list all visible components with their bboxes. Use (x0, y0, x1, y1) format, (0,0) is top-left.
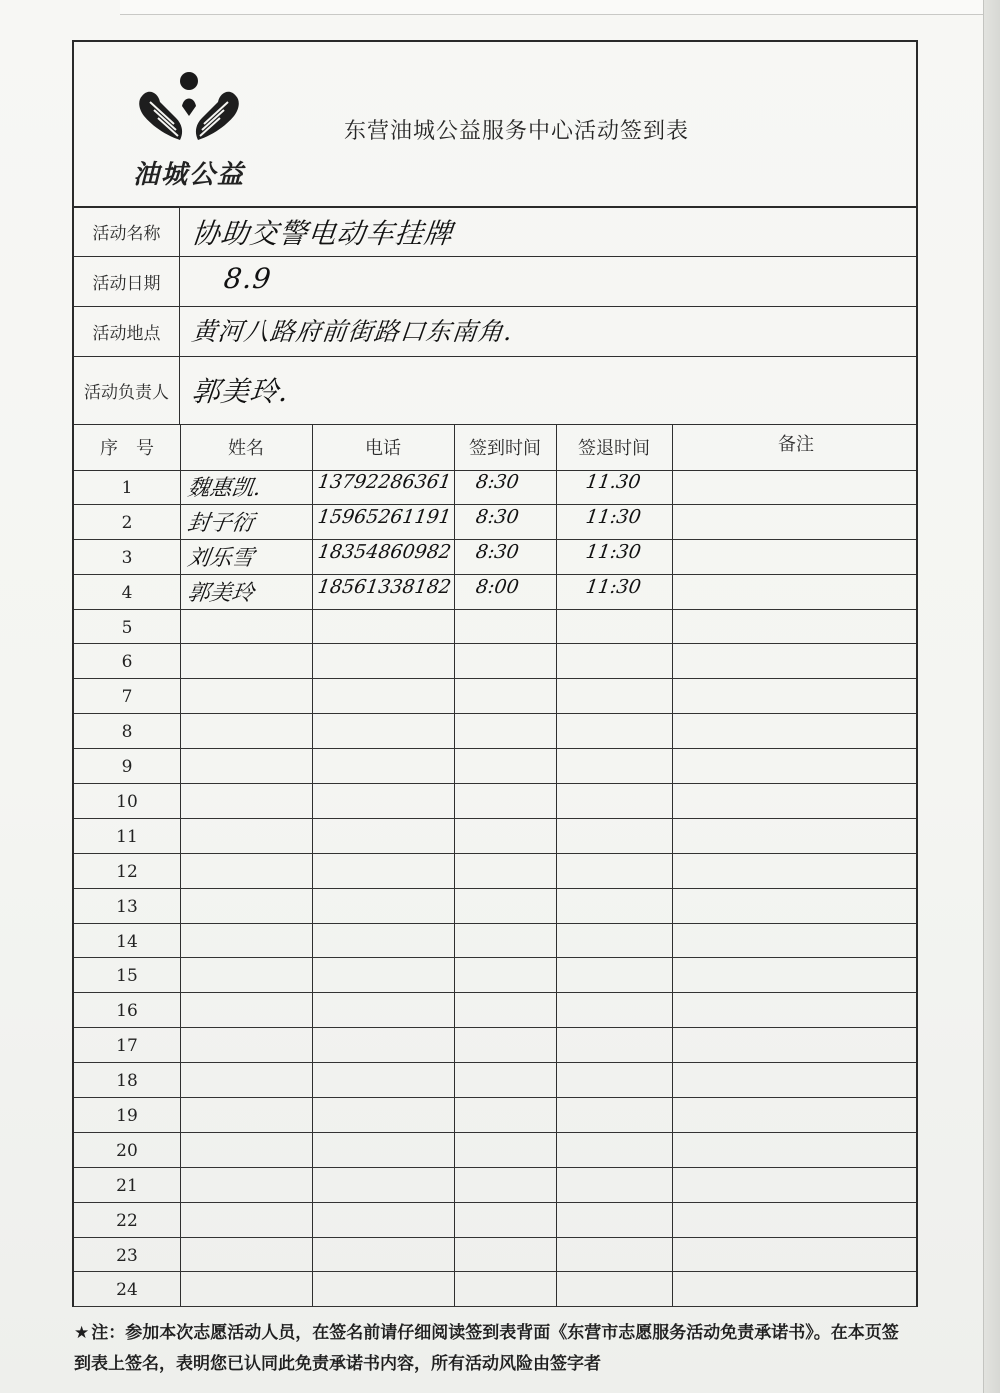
row-number: 23 (116, 1245, 138, 1266)
row-number: 16 (116, 1001, 138, 1022)
paper-edge-top (120, 0, 1000, 15)
row-number: 5 (121, 617, 133, 638)
cell-signin: 8:00 (474, 575, 521, 598)
table-row (74, 505, 916, 540)
row-number: 19 (116, 1106, 138, 1127)
info-value: 协助交警电动车挂牌 (190, 217, 455, 250)
cell-phone: 15965261191 (316, 505, 453, 528)
table-row (74, 470, 916, 505)
info-label: 活动地点 (74, 306, 180, 356)
row-number: 2 (121, 512, 133, 533)
column-header-signin: 签到时间 (469, 438, 541, 459)
row-number: 22 (116, 1210, 138, 1231)
cell-phone: 13792286361 (316, 471, 453, 493)
row-number: 18 (116, 1071, 138, 1092)
row-number: 15 (116, 966, 138, 987)
table-row (74, 784, 916, 819)
paper-edge-right (983, 0, 1000, 1393)
table-row (74, 889, 916, 924)
cell-signin: 8:30 (474, 471, 521, 493)
info-label: 活动日期 (74, 256, 180, 306)
page-title: 东营油城公益服务中心活动签到表 (344, 119, 690, 144)
table-header (74, 424, 916, 471)
table-row (74, 1168, 916, 1203)
info-label: 活动负责人 (74, 356, 180, 424)
table-row (74, 1028, 916, 1063)
row-number: 9 (121, 757, 133, 778)
info-row-activity-date (74, 256, 916, 307)
info-row-activity-name (74, 206, 916, 257)
table-body (74, 470, 916, 1307)
table-row (74, 958, 916, 993)
cell-signout: 11:30 (584, 575, 643, 598)
table-row (74, 540, 916, 575)
cell-signin: 8:30 (474, 505, 521, 528)
cell-name: 魏惠凯. (185, 476, 263, 501)
form-header (74, 42, 916, 208)
row-number: 12 (116, 861, 138, 882)
table-row (74, 749, 916, 784)
table-row (74, 714, 916, 749)
table-row (74, 1272, 916, 1307)
row-number: 24 (116, 1280, 138, 1301)
table-row (74, 819, 916, 854)
row-number: 4 (121, 582, 133, 603)
row-number: 20 (116, 1140, 138, 1161)
row-number: 13 (116, 896, 138, 917)
cell-signin: 8:30 (474, 540, 521, 563)
info-row-activity-location (74, 306, 916, 357)
row-number: 8 (121, 722, 133, 743)
table-row (74, 610, 916, 645)
disclaimer-note (74, 1318, 904, 1380)
row-number: 21 (116, 1175, 138, 1196)
table-row (74, 1133, 916, 1168)
table-row (74, 575, 916, 610)
info-value: 黄河八路府前街路口东南角. (190, 317, 515, 346)
info-row-activity-leader (74, 356, 916, 425)
row-number: 7 (121, 687, 133, 708)
column-header-seq: 序 号 (100, 438, 154, 459)
table-row (74, 644, 916, 679)
info-value: 郭美玲. (190, 375, 291, 408)
column-header-name: 姓名 (228, 438, 264, 459)
logo-text: 油城公益 (132, 160, 245, 190)
row-number: 6 (121, 652, 133, 673)
disclaimer-text: 注：参加本次志愿活动人员，在签名前请仔细阅读签到表背面《东营市志愿服务活动免责承诺书》。在本页签到表上签名，表明您已认同此免责承诺书内容，所有活动风险由签字者 (74, 1323, 899, 1374)
info-value: 8.9 (222, 262, 274, 295)
column-header-phone: 电话 (365, 438, 401, 459)
column-header-signout: 签退时间 (578, 438, 650, 459)
row-number: 11 (116, 826, 138, 847)
table-row (74, 1203, 916, 1238)
table-row (74, 993, 916, 1028)
row-number: 14 (116, 931, 138, 952)
row-number: 10 (116, 792, 138, 813)
cell-name: 郭美玲 (185, 580, 256, 606)
cell-signout: 11:30 (584, 505, 643, 528)
star-icon: ★ (74, 1323, 90, 1343)
logo (124, 66, 254, 196)
hands-heart-logo-icon (124, 66, 254, 156)
cell-signout: 11.30 (584, 471, 642, 493)
row-number: 3 (121, 547, 133, 568)
table-row (74, 854, 916, 889)
cell-phone: 18561338182 (316, 575, 453, 598)
column-header-remark: 备注 (778, 434, 814, 455)
info-label: 活动名称 (74, 206, 180, 256)
cell-phone: 18354860982 (316, 540, 453, 563)
table-row (74, 1238, 916, 1273)
form-frame (72, 40, 918, 1307)
cell-signout: 11:30 (584, 540, 643, 563)
row-number: 1 (121, 478, 133, 498)
cell-name: 刘乐雪 (185, 545, 256, 571)
cell-name: 封子衍 (185, 510, 256, 536)
table-row (74, 1063, 916, 1098)
table-row (74, 924, 916, 959)
table-row (74, 679, 916, 714)
table-row (74, 1098, 916, 1133)
row-number: 17 (116, 1036, 138, 1057)
